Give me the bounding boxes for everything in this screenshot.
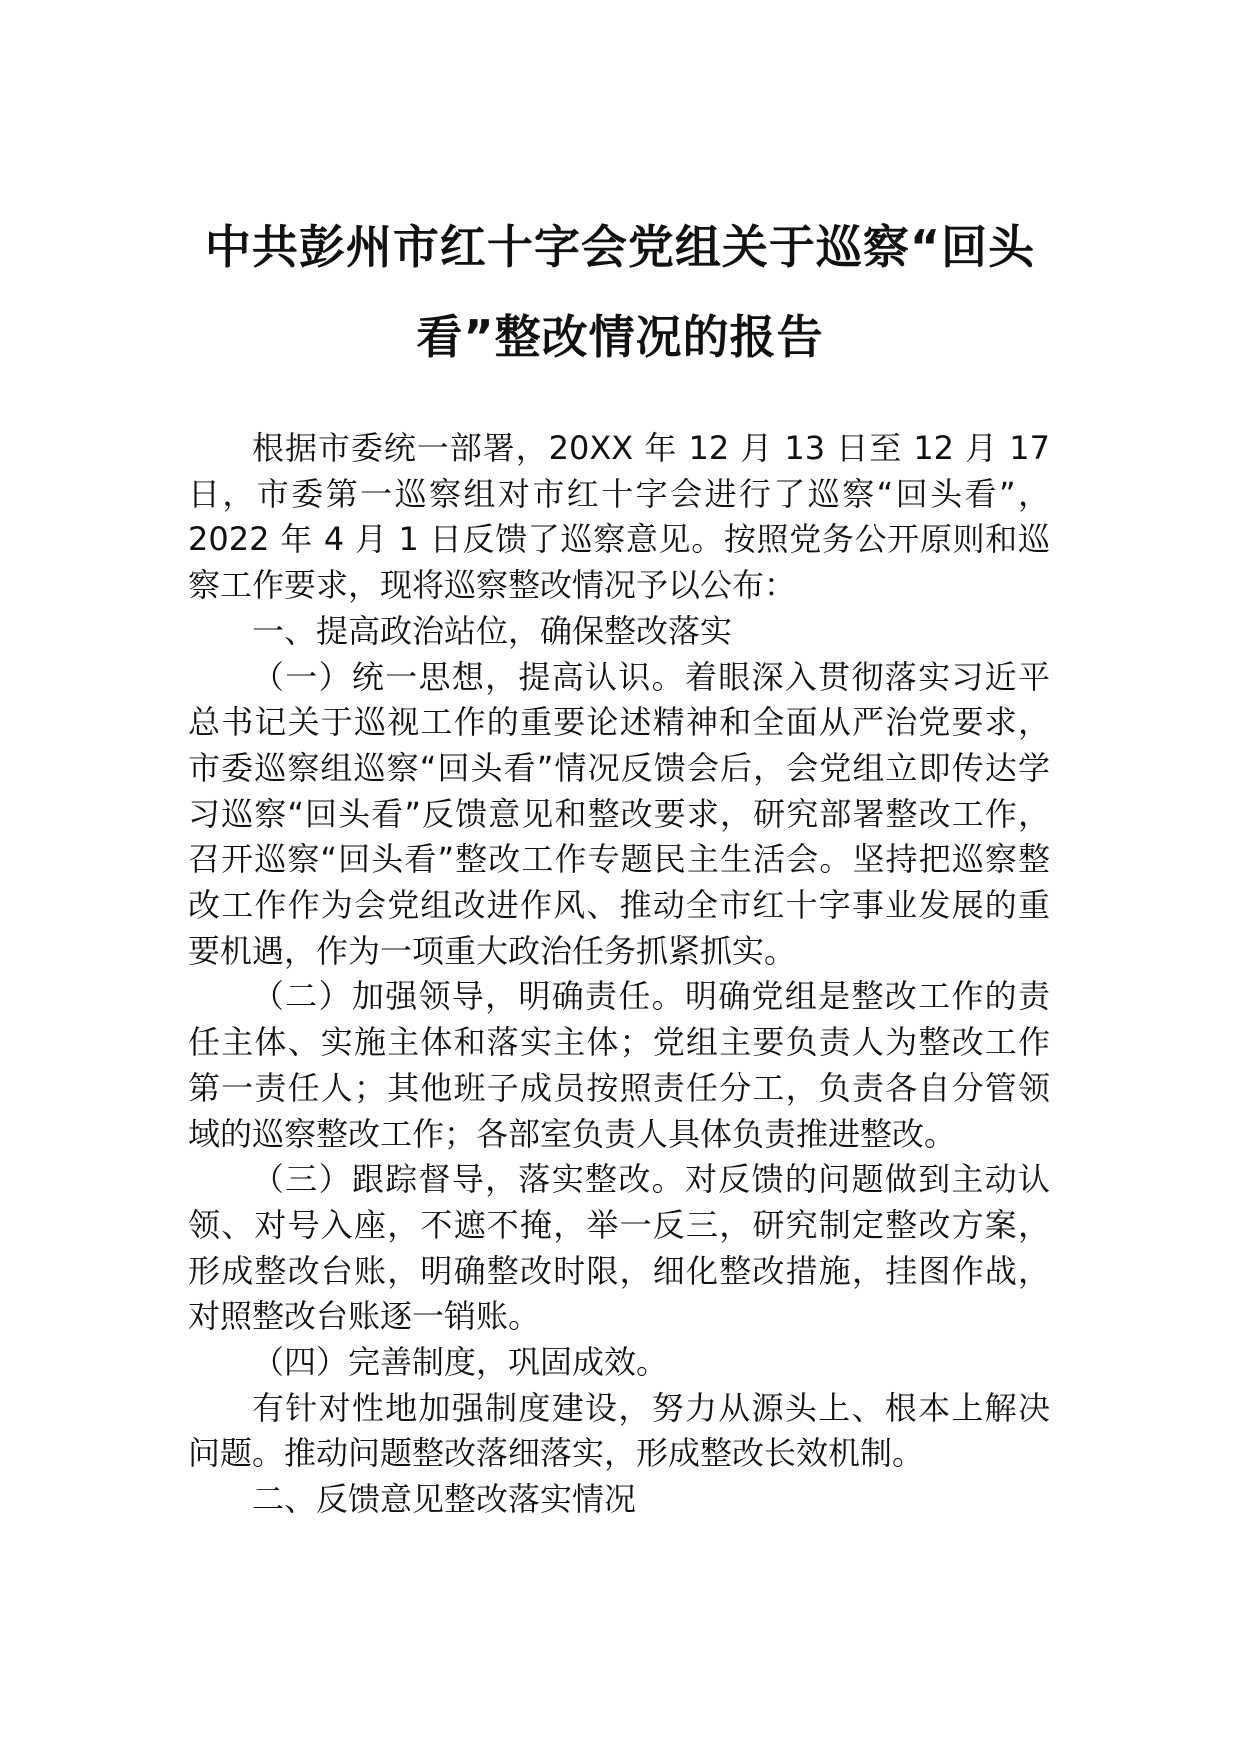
paragraph-item-4-heading: （四）完善制度，巩固成效。: [252, 1343, 669, 1382]
paragraph-item-3: （三）跟踪督导，落实整改。对反馈的问题做到主动认领、对号入座，不遮不掩，举一反三，研究制定整改方案，形成整改台账，明确整改时限，细化整改措施，挂图作战，对照整改台账逐一销账。: [188, 1160, 1050, 1336]
document-title-line-1: 中共彭州市红十字会党组关于巡察“回头: [204, 220, 1036, 274]
section-heading-2: 二、反馈意见整改落实情况: [252, 1480, 637, 1519]
paragraph-item-2: （二）加强领导，明确责任。明确党组是整改工作的责任主体、实施主体和落实主体；党组主要负责人为整改工作第一责任人；其他班子成员按照责任分工，负责各自分管领域的巡察整改工作；各部室负责人具体负责推进整改。: [188, 977, 1050, 1153]
paragraph-intro: 根据市委统一部署，20XX 年 12 月 13 日至 12 月 17 日，市委第一巡察组对市红十字会进行了巡察“回头看”，2022 年 4 月 1 日反馈了巡察意见。按照党务公开原则和巡察工作要求，现将巡察整改情况予以公布：: [188, 429, 1050, 605]
paragraph-item-1: （一）统一思想，提高认识。着眼深入贯彻落实习近平总书记关于巡视工作的重要论述精神和全面从严治党要求，市委巡察组巡察“回头看”情况反馈会后，会党组立即传达学习巡察“回头看”反馈意见和整改要求，研究部署整改工作，召开巡察“回头看”整改工作专题民主生活会。坚持把巡察整改工作作为会党组改进作风、推动全市红十字事业发展的重要机遇，作为一项重大政治任务抓紧抓实。: [188, 657, 1050, 970]
document-body: [188, 426, 1050, 1523]
paragraph-item-4-body: 有针对性地加强制度建设，努力从源头上、根本上解决问题。推动问题整改落细落实，形成整改长效机制。: [188, 1388, 1050, 1473]
document-title-line-2: 看”整改情况的报告: [416, 310, 824, 364]
section-heading-1: 一、提高政治站位，确保整改落实: [252, 611, 733, 650]
